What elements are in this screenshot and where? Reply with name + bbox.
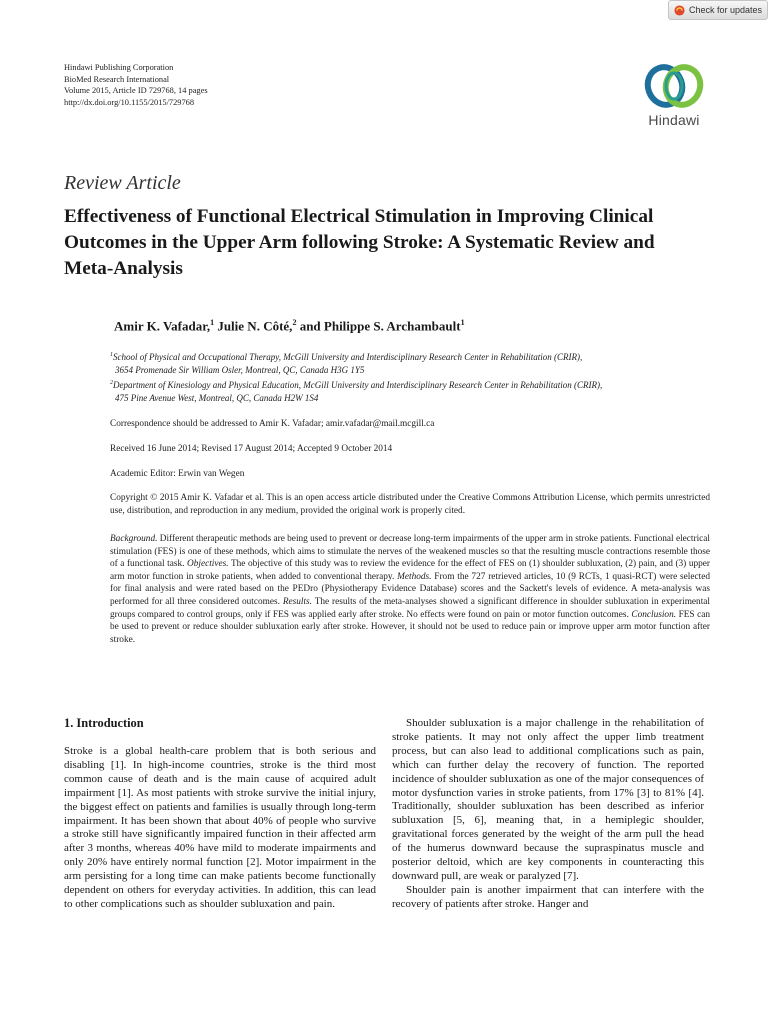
body-column-left: [64, 745, 376, 912]
abstract-results-label: Results.: [282, 596, 312, 607]
paper-title: Effectiveness of Functional Electrical Stimulation in Improving Clinical Outcomes in the Upper Arm following Stroke: A Systematic Review and Meta-Analysis: [64, 206, 655, 279]
copyright-notice: Copyright © 2015 Amir K. Vafadar et al. This is an open access article distributed under the Creative Commons Attribution License, which permits unrestricted use, distribution, and reproduction in any medium, provided the original work is properly cited.: [110, 493, 710, 516]
journal-name: BioMed Research International: [64, 74, 170, 84]
body-column-right: [392, 717, 704, 912]
author-affiliation-mark: 1: [460, 318, 465, 327]
author-list: [114, 318, 465, 334]
affiliation-line: Department of Kinesiology and Physical Education, McGill University and Interdisciplinary Research Center in Rehabilitation (CRIR),: [113, 380, 603, 390]
affiliation-address: 3654 Promenade Sir William Osler, Montreal, QC, Canada H3G 1Y5: [115, 364, 365, 375]
body-paragraph: Stroke is a global health-care problem that is both serious and disabling [1]. In high-income countries, stroke is the third most common cause of death and is the main cause of acquired adult impairment [1]. As most patients with stroke survive the initial injury, the biggest effect on patients and families is usually through long-term impairment. It has been shown that about 40% of people who survive a stroke still have significantly impaired function in their affected arm after 3 months, whereas 40% have mild to moderate impairments and only 20% have entirely normal function [2]. Motor impairment in the arm persisting for a long time can make patients become functionally dependent on others for everyday activities. In addition, this can lead to other complications such as shoulder subluxation and pain.: [64, 745, 376, 910]
check-for-updates-label: Check for updates: [689, 5, 763, 15]
affiliation-number: 2: [110, 380, 113, 386]
author-affiliation-mark: 2: [292, 318, 297, 327]
section-heading-introduction: 1. Introduction: [64, 716, 144, 730]
author-affiliation-mark: 1: [210, 318, 215, 327]
volume-info: Volume 2015, Article ID 729768, 14 pages: [64, 86, 208, 96]
hindawi-logo-text: Hindawi: [648, 112, 700, 128]
abstract: [110, 533, 710, 646]
abstract-objectives-label: Objectives.: [187, 559, 229, 570]
affiliation-line: School of Physical and Occupational Therapy, McGill University and Interdisciplinary Research Center in Rehabilitation (CRIR),: [113, 352, 583, 362]
abstract-conclusion: FES can be used to prevent or reduce shoulder subluxation early after stroke. However, it should not be used to reduce pain or improve upper arm motor function after stroke.: [110, 609, 710, 645]
affiliation-2: [110, 377, 710, 404]
body-paragraph: Shoulder subluxation is a major challenge in the rehabilitation of stroke patients. It may not only affect the upper limb treatment process, but can also lead to additional complications such as pain, which can further delay the recovery of function. The reported incidence of shoulder subluxation as one of the major consequences of motor dysfunction varies in stroke patients, from 17% [3] to 81% [4]. Traditionally, shoulder subluxation has been described as inferior subluxation [5, 6], meaning that, in a hemiplegic shoulder, gravitational forces generated by the weight of the arm pull the head of the humerus downward because the supraspinatus muscle and posterior deltoid, which are key components in counteracting this downward pull, are weak or paralyzed [7].: [392, 717, 704, 882]
academic-editor: Academic Editor: Erwin van Wegen: [110, 469, 245, 479]
abstract-methods: From the 727 retrieved articles, 10 (9 RCTs, 1 quasi-RCT) were selected for final analysis and were rated based on the PEDro (Physiotherapy Evidence Database) scores and the Sackett's levels of evidence. A meta-analysis was performed for all three considered outcomes.: [110, 571, 710, 607]
abstract-methods-label: Methods.: [397, 571, 432, 582]
abstract-results: The results of the meta-analyses showed a significant difference in shoulder subluxation in experimental groups compared to control groups, only if FES was applied early after stroke. No effects were found on pain or motor function outcomes.: [110, 596, 710, 620]
correspondence: Correspondence should be addressed to Amir K. Vafadar; amir.vafadar@mail.mcgill.ca: [110, 419, 435, 429]
update-badge-icon: [674, 5, 685, 16]
author-name: Julie N. Côté,: [214, 318, 293, 334]
affiliation-address: 475 Pine Avenue West, Montreal, QC, Canada H2W 1S4: [115, 392, 319, 403]
author-name: and Philippe S. Archambault: [296, 318, 461, 334]
abstract-background-label: Background.: [110, 534, 158, 544]
author-name: Amir K. Vafadar,: [114, 318, 211, 334]
publisher: Hindawi Publishing Corporation: [64, 63, 174, 72]
affiliation-number: 1: [110, 352, 113, 358]
affiliation-1: [110, 349, 710, 376]
abstract-background: Different therapeutic methods are being used to prevent or decrease long-term impairments of the upper arm in stroke patients. Functional electrical stimulation (FES) is one of these methods, which aims to stimulate the nerves of the weakened muscles so that the resulting muscle contractions resemble those of a functional task.: [110, 534, 710, 570]
received-dates: Received 16 June 2014; Revised 17 August 2014; Accepted 9 October 2014: [110, 444, 393, 454]
journal-meta: [64, 62, 208, 108]
article-type: Review Article: [64, 172, 181, 194]
check-for-updates-button[interactable]: [668, 0, 768, 20]
abstract-objectives: The objective of this study was to review the evidence for the effect of FES on (1) shoulder subluxation, (2) pain, and (3) upper arm motor function in stroke patients, when added to conventional therapy.: [110, 559, 710, 582]
body-paragraph: Shoulder pain is another impairment that can interfere with the recovery of patients after stroke. Hanger and: [392, 883, 704, 910]
abstract-conclusion-label: Conclusion.: [631, 609, 677, 620]
doi-link[interactable]: http://dx.doi.org/10.1155/2015/729768: [64, 97, 195, 107]
